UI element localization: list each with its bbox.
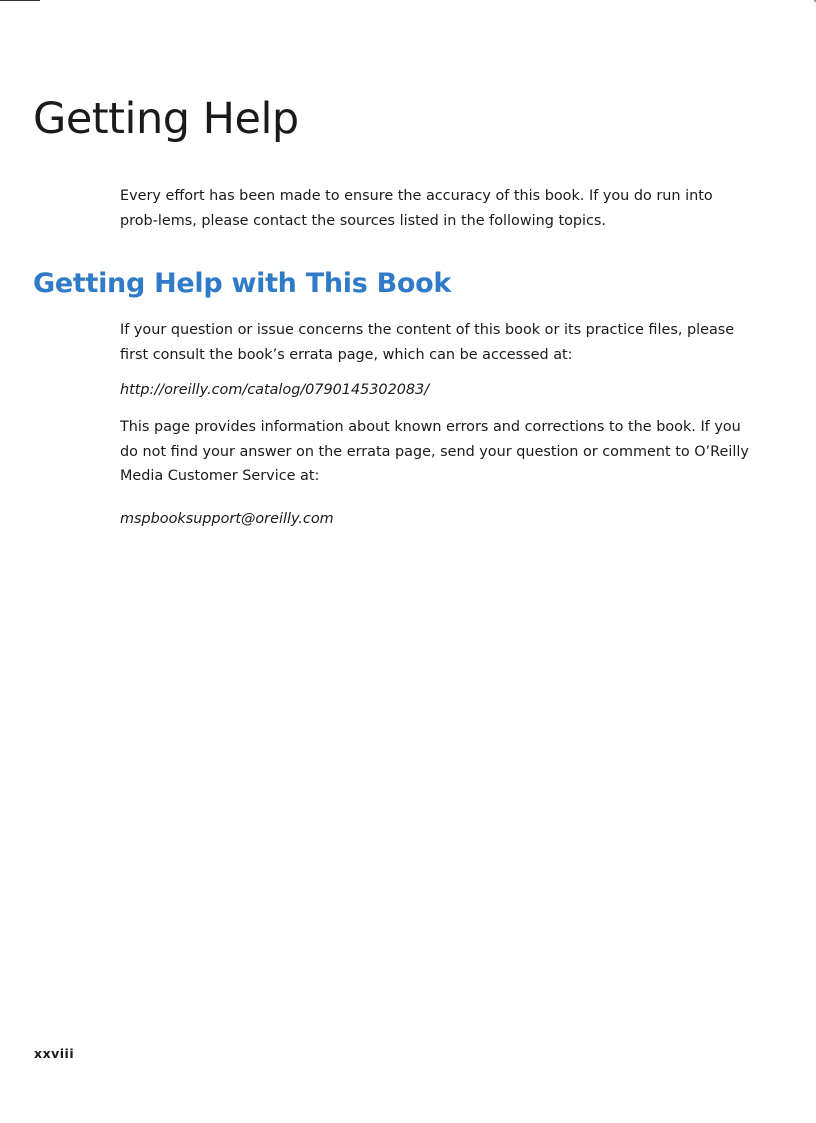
intro-paragraph: Every effort has been made to ensure the accuracy of this book. If you do run into prob-lems, please contact the sources listed in the following topics. xyxy=(120,188,713,229)
page-title: Getting Help xyxy=(33,94,299,144)
support-paragraph: This page provides information about known errors and corrections to the book. If you do not find your answer on the errata page, send your question or comment to O’Reilly Media Customer Service at: xyxy=(120,419,749,484)
crop-mark xyxy=(0,0,40,3)
section-heading: Getting Help with This Book xyxy=(33,268,452,299)
support-email-link[interactable]: mspbooksupport@oreilly.com xyxy=(120,511,334,527)
page-number: xxviii xyxy=(34,1046,75,1061)
errata-link[interactable]: http://oreilly.com/catalog/0790145302083/ xyxy=(120,382,430,398)
errata-paragraph: If your question or issue concerns the content of this book or its practice files, please first consult the book’s errata page, which can be accessed at: xyxy=(120,322,735,363)
